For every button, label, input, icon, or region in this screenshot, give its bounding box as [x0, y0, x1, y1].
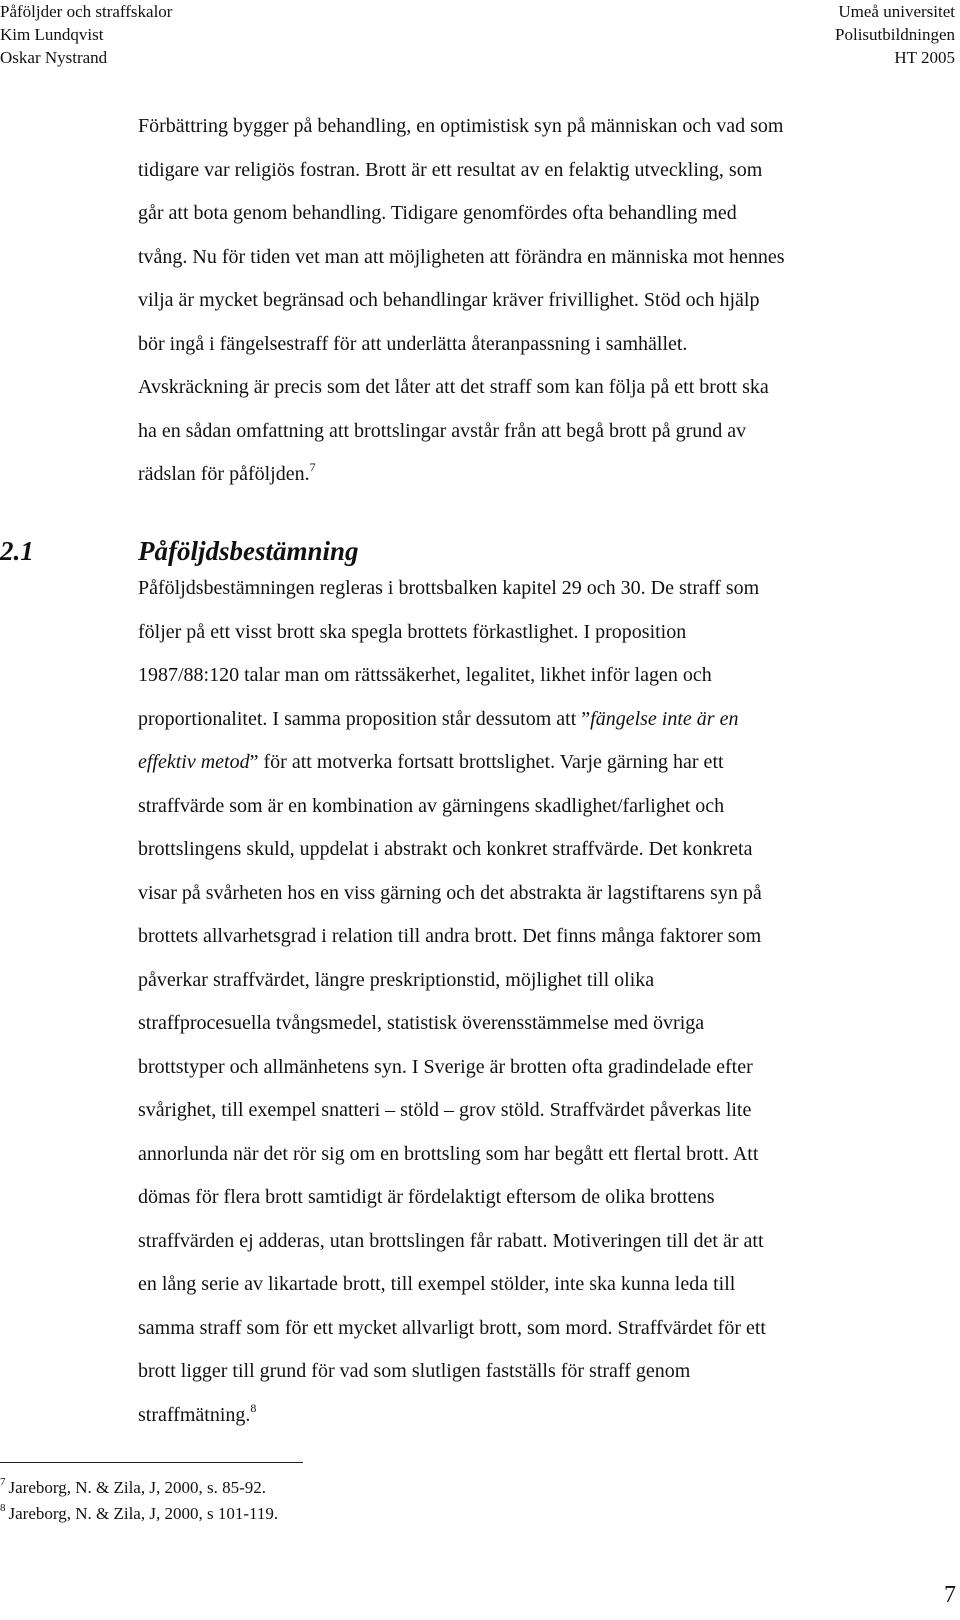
text-line: straffvärden ej adderas, utan brottslingen får rabatt. Motiveringen till det är att — [138, 1229, 764, 1252]
text-line-content: ” för att motverka fortsatt brottslighet. Varje gärning har ett — [249, 751, 724, 773]
header-left — [0, 0, 172, 69]
section-heading — [0, 533, 359, 569]
text-line — [138, 453, 938, 497]
text-line: brottstyper och allmänhetens syn. I Sverige är brotten ofta gradindelade efter — [138, 1055, 753, 1078]
text-line: följer på ett visst brott ska spegla brottets förkastlighet. I proposition — [138, 620, 687, 643]
header-university: Umeå universitet — [838, 2, 955, 21]
footnote-text: Jareborg, N. & Zila, J, 2000, s. 85-92. — [8, 1478, 266, 1497]
text-line: Avskräckning är precis som det låter att det straff som kan följa på ett brott ska — [138, 376, 769, 398]
footnote-mark: 7 — [0, 1476, 6, 1488]
footnote-reference-8[interactable]: 8 — [250, 1400, 257, 1415]
quote-italic-part-2: effektiv metod — [138, 751, 250, 773]
text-line: tidigare var religiös fostran. Brott är ett resultat av en felaktig utveckling, som — [138, 158, 763, 181]
text-line: brottslingens skuld, uppdelat i abstrakt och konkret straffvärde. Det konkreta — [138, 838, 753, 860]
text-line — [138, 698, 938, 742]
text-line: ha en sådan omfattning att brottslingar avstår från att begå brott på grund av — [138, 419, 747, 442]
text-line: straffprocesuella tvångsmedel, statistisk överensstämmelse med övriga — [138, 1012, 705, 1034]
paragraph-behandling-avskrackning — [138, 105, 938, 497]
footnotes — [0, 1475, 278, 1527]
text-line — [138, 741, 938, 785]
text-line: brottets allvarhetsgrad i relation till andra brott. Det finns många faktorer som — [138, 925, 762, 947]
text-line: Påföljdsbestämningen regleras i brottsbalken kapitel 29 och 30. De straff som — [138, 577, 760, 599]
header-right — [835, 0, 955, 69]
text-line: samma straff som för ett mycket allvarligt brott, som mord. Straffvärdet för ett — [138, 1316, 766, 1339]
footnote-reference-7[interactable]: 7 — [309, 460, 316, 474]
text-line: vilja är mycket begränsad och behandlingar kräver frivillighet. Stöd och hjälp — [138, 289, 760, 311]
text-line-content: rädslan för påföljden. — [138, 463, 310, 485]
text-line: Förbättring bygger på behandling, en optimistisk syn på människan och vad som — [138, 115, 784, 137]
text-line: straffvärde som är en kombination av gärningens skadlighet/farlighet och — [138, 794, 725, 817]
footnote-separator — [0, 1462, 303, 1463]
footnote-7 — [0, 1475, 278, 1501]
page-number: 7 — [944, 1582, 956, 1608]
section-title: Påföljdsbestämning — [138, 536, 359, 566]
header-program: Polisutbildningen — [835, 25, 955, 44]
text-line: påverkar straffvärdet, längre preskriptionstid, möjlighet till olika — [138, 968, 655, 991]
paragraph-pafoljdsbestamning — [138, 567, 938, 1437]
text-line: bör ingå i fängelsestraff för att underlätta återanpassning i samhället. — [138, 332, 688, 355]
footnote-8 — [0, 1501, 278, 1527]
quote-italic-part-1: fängelse inte är en — [590, 707, 739, 730]
text-line: brott ligger till grund för vad som slutligen fastställs för straff genom — [138, 1360, 691, 1382]
text-line: visar på svårheten hos en viss gärning och det abstrakta är lagstiftarens syn på — [138, 881, 762, 904]
text-line: svårighet, till exempel snatteri – stöld – grov stöld. Straffvärdet påverkas lite — [138, 1099, 752, 1121]
text-line — [138, 1394, 938, 1438]
text-line: dömas för flera brott samtidigt är fördelaktigt eftersom de olika brottens — [138, 1186, 715, 1208]
header-term: HT 2005 — [894, 48, 955, 67]
text-line-content: straffmätning. — [138, 1403, 251, 1426]
header-author-1: Kim Lundqvist — [0, 25, 104, 44]
text-line: tvång. Nu för tiden vet man att möjligheten att förändra en människa mot hennes — [138, 245, 785, 268]
text-line: går att bota genom behandling. Tidigare genomfördes ofta behandling med — [138, 202, 737, 224]
footnote-text: Jareborg, N. & Zila, J, 2000, s 101-119. — [8, 1504, 279, 1523]
text-line: en lång serie av likartade brott, till exempel stölder, inte ska kunna leda till — [138, 1273, 736, 1295]
text-line-content: proportionalitet. I samma proposition står dessutom att ” — [138, 707, 591, 730]
text-line: 1987/88:120 talar man om rättssäkerhet, legalitet, likhet inför lagen och — [138, 664, 712, 686]
text-line: annorlunda när det rör sig om en brottsling som har begått ett flertal brott. Att — [138, 1142, 759, 1165]
header-course-title: Påföljder och straffskalor — [0, 2, 173, 21]
header-author-2: Oskar Nystrand — [0, 48, 108, 67]
section-number: 2.1 — [0, 536, 34, 566]
footnote-mark: 8 — [0, 1502, 6, 1514]
